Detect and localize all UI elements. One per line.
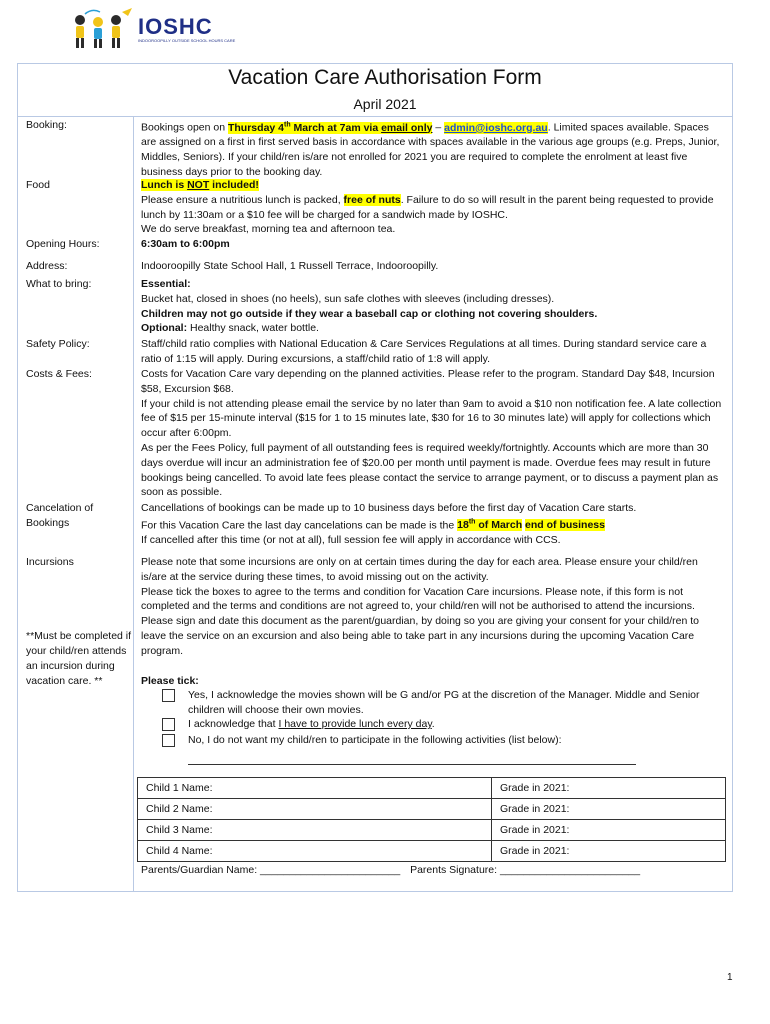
form-title: Vacation Care Authorisation Form xyxy=(228,66,542,89)
label-booking: Booking: xyxy=(26,119,67,131)
food-text xyxy=(141,178,726,237)
bring-items: Bucket hat, closed in shoes (no heels), sun safe clothes with sleeves (including dresses). xyxy=(141,292,555,305)
form-month: April 2021 xyxy=(353,96,417,112)
please-tick-label: Please tick: xyxy=(141,675,199,687)
cancel-line1: Cancellations of bookings can be made up to 10 business days before the first day of Vacation Care starts. xyxy=(141,502,637,514)
logo-text: IOSHC xyxy=(138,14,213,39)
tick-box-lunch[interactable] xyxy=(162,718,175,731)
child-name-cell[interactable]: Child 4 Name: xyxy=(138,841,492,862)
tick-text-lunch xyxy=(188,717,728,732)
bring-optional-items: Healthy snack, water bottle. xyxy=(187,322,319,335)
header-divider xyxy=(17,116,733,117)
column-divider xyxy=(133,116,134,892)
tick-text-no-participate: No, I do not want my child/ren to participate in the following activities (list below): xyxy=(188,734,562,746)
page-number: 1 xyxy=(727,972,733,983)
food-lunch-a: Lunch is xyxy=(141,179,188,191)
children-figures-icon xyxy=(70,6,140,52)
child-name-cell[interactable]: Child 1 Name: xyxy=(138,778,492,799)
bring-optional-label: Optional: xyxy=(141,322,188,335)
cancel-end-of-business: end of business xyxy=(525,519,605,532)
food-free-of-nuts: free of nuts xyxy=(343,193,401,206)
address-value: Indooroopilly State School Hall, 1 Russell Terrace, Indooroopilly. xyxy=(141,260,439,272)
tick-box-no-participate[interactable] xyxy=(162,734,175,747)
costs-text xyxy=(141,367,726,500)
food-line2-b: . Failure to do so will result in the parent being requested to provide lunch by 11:30am or a $10 fee will be charged for a sandwich made by IOSHC. xyxy=(141,193,714,221)
cancel-line3: If cancelled after this time (or not at all), full session fee will apply in accordance with CCS. xyxy=(141,534,561,547)
safety-text: Staff/child ratio complies with National Education & Care Services Regulations at all times. During standard service care a ratio of 1:15 will apply. During excursions, a staff/child ratio of 1:8 will apply. xyxy=(141,338,707,365)
tick-text-movies: Yes, I acknowledge the movies shown will be G and/or PG at the discretion of the Manager. Middle and Senior children will choose their own movies. xyxy=(188,689,700,716)
label-cancelation: Cancelation of Bookings xyxy=(26,502,94,529)
incursions-p2: Please tick the boxes to agree to the terms and condition for Vacation Care incursions. Please note, if this form is not completed and the terms and conditions are not agreed to, your child/ren will not be authorised to attend the incursions. Please sign and date this document as the parent/guardian, by doing so you are giving your consent for your child/ren to leave the service on an excursion and also being able to take part in any incursions during the upcoming Vacation Care program. xyxy=(141,585,700,657)
cancel-date: 18 xyxy=(457,519,469,532)
costs-p1: Costs for Vacation Care vary depending on the planned activities. Please refer to the program. Standard Day $48, Incursion $58, Excursion $68. xyxy=(141,368,715,395)
costs-p3: As per the Fees Policy, full payment of all outstanding fees is required weekly/fortnightly. Accounts which are more than 30 days overdue will incur an administration fee of $20.00 per month until payment is made. Overdue fees may result in future bookings being cancelled. To avoid late fees please contact the service to arrange payment, or to discuss a payment plan as soon as possible. xyxy=(141,441,719,499)
ioshc-logo xyxy=(70,6,300,52)
signature-line xyxy=(141,864,640,876)
tick-box-movies[interactable] xyxy=(162,689,175,702)
guardian-name-field[interactable]: Parents/Guardian Name: ________________________ xyxy=(141,864,401,876)
food-lunch-b: included! xyxy=(209,179,259,191)
child-name-cell[interactable]: Child 3 Name: xyxy=(138,820,492,841)
bring-warning: Children may not go outside if they wear a baseball cap or clothing not covering shoulders. xyxy=(141,307,598,320)
incursions-p1: Please note that some incursions are only on at certain times during the day for each area. Please ensure your child/ren is/are at the service during these times, to avoid missing out on the activity. xyxy=(141,556,698,583)
food-line2-a: Please ensure a nutritious lunch is packed, xyxy=(141,193,344,206)
label-food: Food xyxy=(26,179,50,191)
cancel-month: of March xyxy=(475,519,523,532)
booking-email-link[interactable]: admin@ioshc.org.au xyxy=(444,121,548,134)
child-name-cell[interactable]: Child 2 Name: xyxy=(138,799,492,820)
food-lunch-not: NOT xyxy=(187,179,210,191)
child-grade-cell[interactable]: Grade in 2021: xyxy=(492,778,726,799)
costs-p2: If your child is not attending please email the service by no later than 9am to avoid a $10 non notification fee. A late collection fee of $15 per 15-minute interval ($15 for 1 to 15 minutes late, $30 for 16 to 30 minutes late) will apply for collections which occur after 6:00pm. xyxy=(141,397,722,440)
child-grade-cell[interactable]: Grade in 2021: xyxy=(492,820,726,841)
booking-time: March at 7am via xyxy=(290,121,382,134)
cancel-text xyxy=(141,501,726,548)
label-incursions: Incursions xyxy=(26,556,74,568)
bring-essential: Essential: xyxy=(141,278,191,290)
logo-subtitle: INDOOROOPILLY OUTSIDE SCHOOL HOURS CARE xyxy=(138,38,236,43)
label-address: Address: xyxy=(26,260,68,272)
tick-lunch-u: I have to provide lunch every day xyxy=(278,718,432,730)
label-costs-fees: Costs & Fees: xyxy=(26,368,92,380)
bring-text xyxy=(141,277,726,336)
child-grade-cell[interactable]: Grade in 2021: xyxy=(492,799,726,820)
table-row xyxy=(138,799,726,820)
booking-prefix: Bookings open on xyxy=(141,121,228,134)
cancel-date-sup: th xyxy=(468,518,476,526)
activities-write-line[interactable] xyxy=(188,764,636,765)
food-line3: We do serve breakfast, morning tea and afternoon tea. xyxy=(141,223,396,236)
booking-rest: . Limited spaces available. Spaces are assigned on a first in first served basis in accordance with spaces available in the various age groups (e.g. Preps, Junior, Middles, Seniors). If your child/ren is/are not enrolled for 2021 you are required to complete the enrolment at least five business days prior to the booking day. xyxy=(141,121,720,178)
booking-email-only: email only xyxy=(381,121,433,134)
incursions-text xyxy=(141,555,726,659)
tick-lunch-a: I acknowledge that xyxy=(188,718,279,730)
booking-text xyxy=(141,118,726,180)
table-row xyxy=(138,778,726,799)
parent-signature-field[interactable]: Parents Signature: ________________________ xyxy=(410,864,641,876)
tick-lunch-b: . xyxy=(431,718,435,730)
label-opening-hours: Opening Hours: xyxy=(26,238,100,250)
booking-dash: – xyxy=(432,121,445,134)
label-must-complete: **Must be completed if your child/ren attends an incursion during vacation care. ** xyxy=(26,630,132,687)
child-grade-cell[interactable]: Grade in 2021: xyxy=(492,841,726,862)
children-table xyxy=(137,777,726,862)
cancel-line2-a: For this Vacation Care the last day cancelations can be made is the xyxy=(141,519,458,532)
booking-day: Thursday 4 xyxy=(227,121,285,134)
table-row xyxy=(138,820,726,841)
label-safety-policy: Safety Policy: xyxy=(26,338,90,350)
label-what-to-bring: What to bring: xyxy=(26,278,92,290)
booking-day-sup: th xyxy=(284,121,291,128)
opening-hours-value: 6:30am to 6:00pm xyxy=(141,238,230,250)
table-row xyxy=(138,841,726,862)
